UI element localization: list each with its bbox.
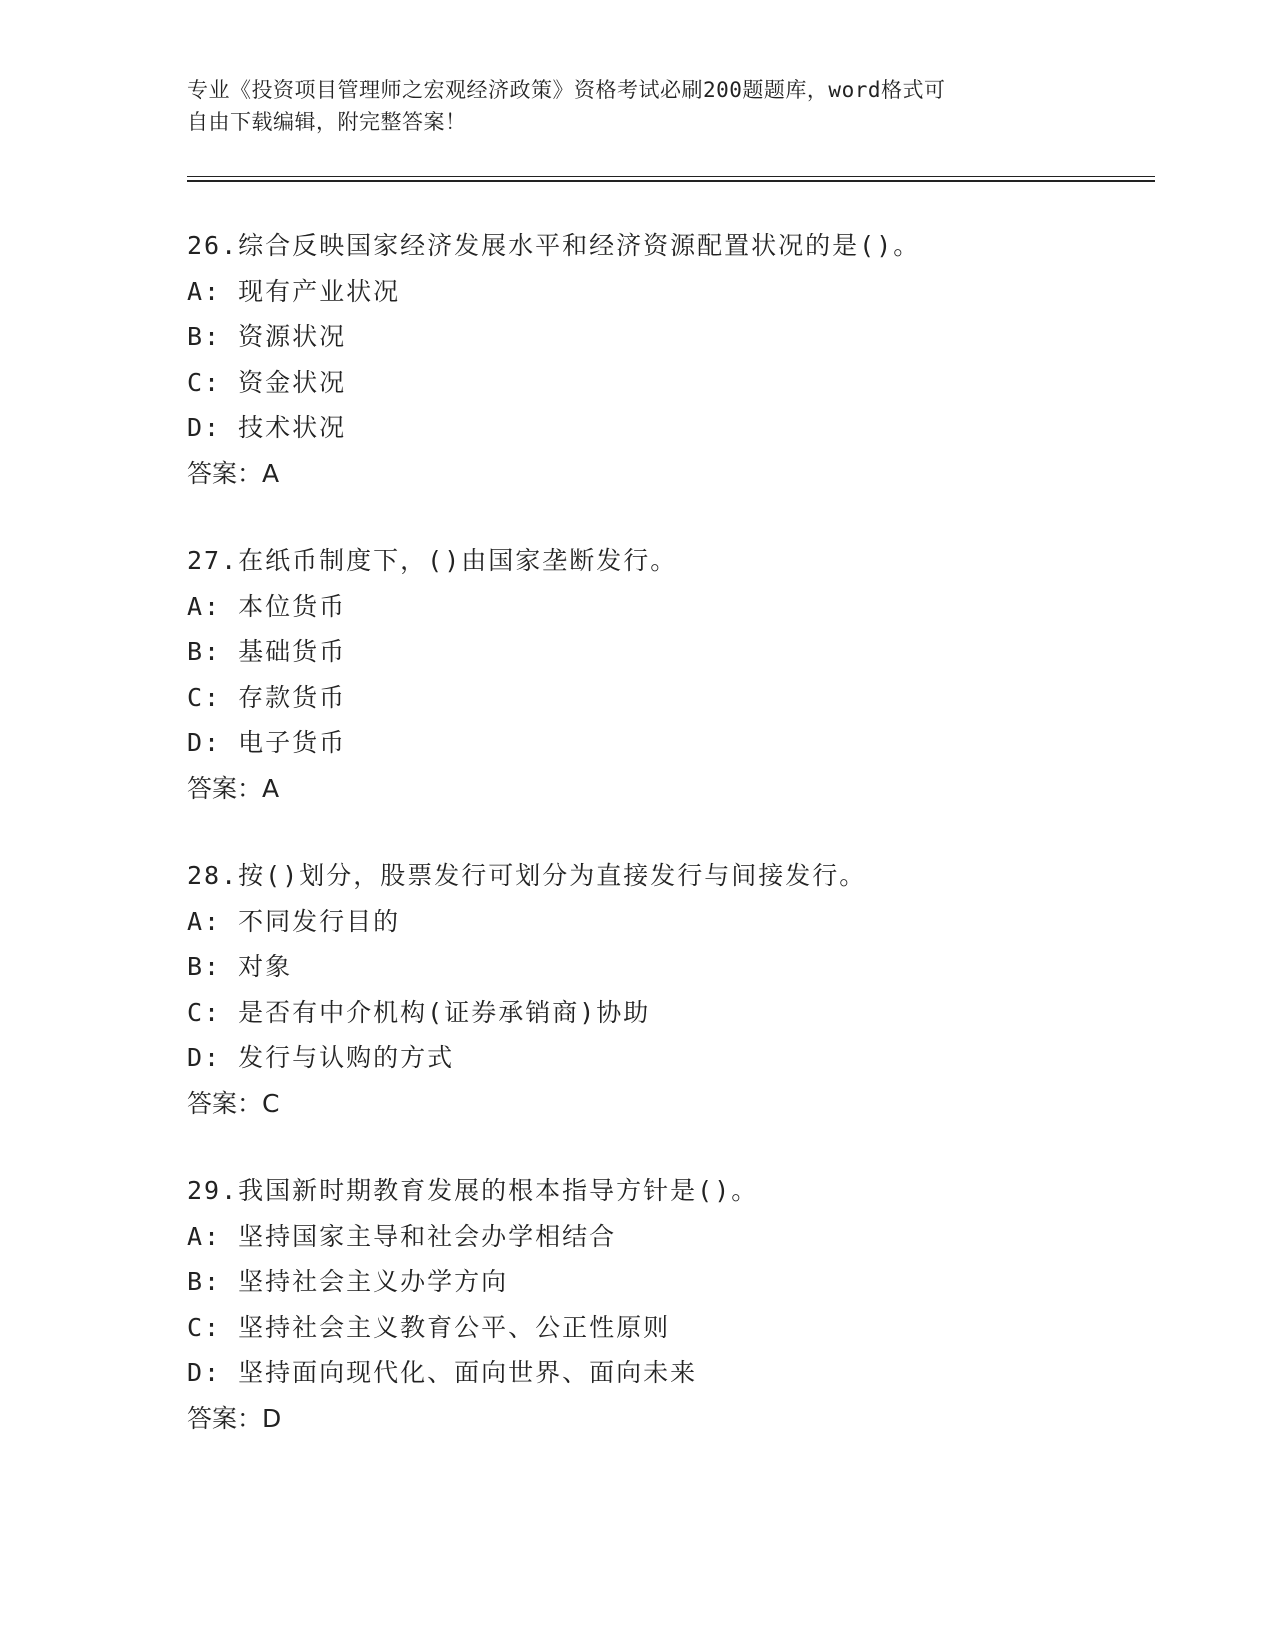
question-stem: 26.综合反映国家经济发展水平和经济资源配置状况的是()。 xyxy=(187,231,921,260)
question-stem: 28.按()划分，股票发行可划分为直接发行与间接发行。 xyxy=(187,861,867,890)
header-line-2: 自由下载编辑，附完整答案！ xyxy=(187,110,467,134)
question-29 xyxy=(187,1168,1187,1441)
option-d: D: 技术状况 xyxy=(187,413,347,442)
option-c: C: 资金状况 xyxy=(187,367,347,397)
question-28 xyxy=(187,853,1187,1126)
document-header xyxy=(187,74,1087,138)
option-b: B: 对象 xyxy=(187,952,293,981)
header-line-1: 专业《投资项目管理师之宏观经济政策》资格考试必刷200题题库，word格式可 xyxy=(187,78,946,102)
answer: 答案：D xyxy=(187,1403,282,1433)
option-c: C: 坚持社会主义教育公平、公正性原则 xyxy=(187,1312,671,1342)
option-d: D: 电子货币 xyxy=(187,728,347,757)
option-b: B: 坚持社会主义办学方向 xyxy=(187,1267,509,1296)
answer: 答案：A xyxy=(187,458,280,488)
question-stem: 27.在纸币制度下，()由国家垄断发行。 xyxy=(187,546,678,575)
question-27 xyxy=(187,538,1187,811)
answer: 答案：C xyxy=(187,1088,280,1118)
option-c: C: 是否有中介机构(证券承销商)协助 xyxy=(187,997,651,1027)
option-c: C: 存款货币 xyxy=(187,682,347,712)
option-a: A: 本位货币 xyxy=(187,591,347,621)
question-26 xyxy=(187,223,1187,496)
option-b: B: 基础货币 xyxy=(187,637,347,666)
option-a: A: 现有产业状况 xyxy=(187,276,401,306)
option-d: D: 坚持面向现代化、面向世界、面向未来 xyxy=(187,1358,698,1387)
option-d: D: 发行与认购的方式 xyxy=(187,1043,455,1072)
answer: 答案：A xyxy=(187,773,280,803)
header-divider xyxy=(187,176,1155,182)
option-b: B: 资源状况 xyxy=(187,322,347,351)
question-stem: 29.我国新时期教育发展的根本指导方针是()。 xyxy=(187,1176,759,1205)
option-a: A: 坚持国家主导和社会办学相结合 xyxy=(187,1221,617,1251)
option-a: A: 不同发行目的 xyxy=(187,906,401,936)
